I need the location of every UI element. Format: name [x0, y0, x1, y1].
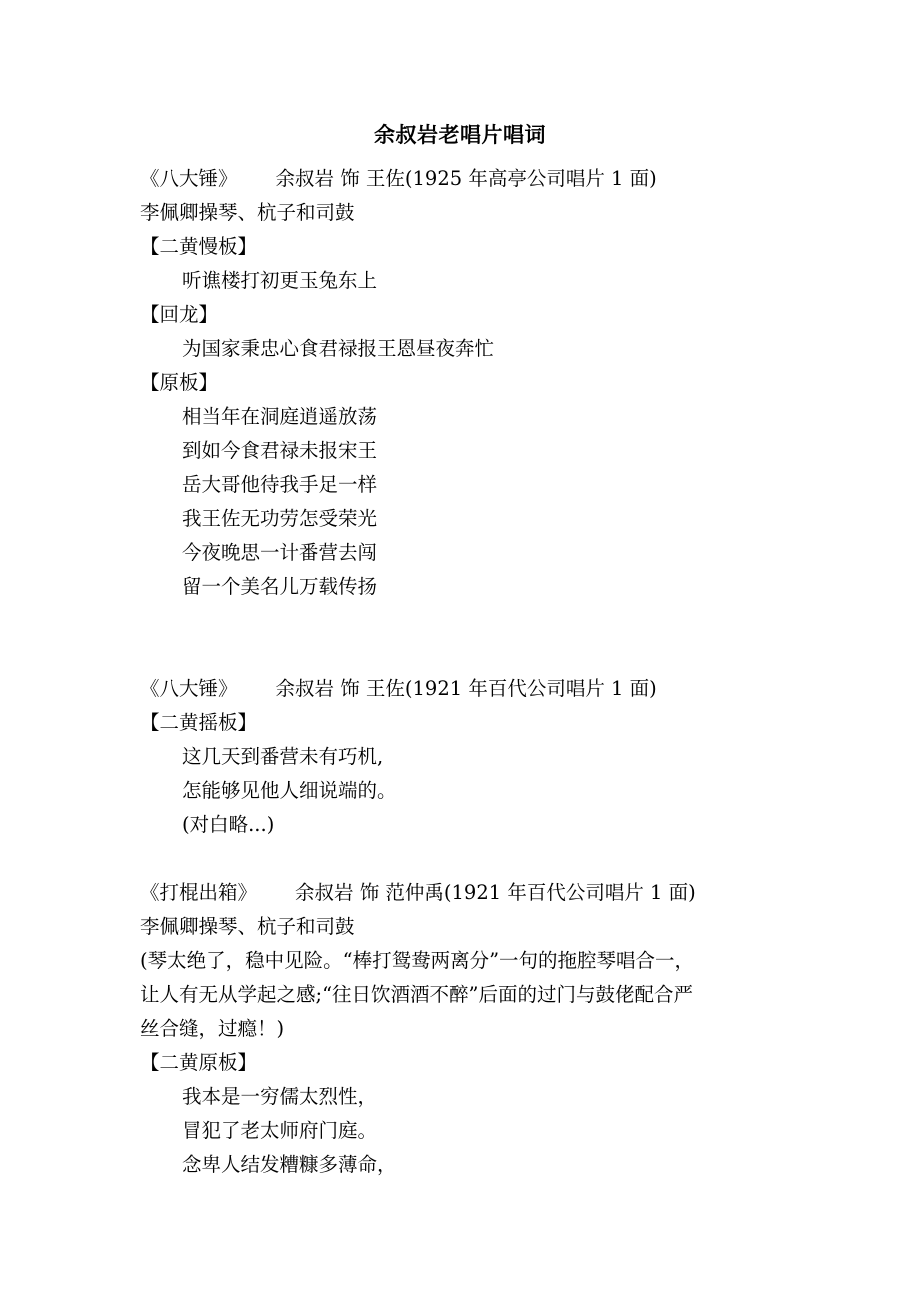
section-header [140, 876, 800, 910]
lyric-line: 这几天到番营未有巧机, [182, 745, 384, 768]
lyric-line: 念卑人结发糟糠多薄命， [182, 1153, 397, 1176]
tune-label: 【二黄原板】 [140, 1051, 258, 1074]
lyric-line: 今夜晚思一计番营去闯 [182, 541, 378, 564]
performer-credit: 余叔岩 饰 王佐(1921 年百代公司唱片 1 面) [275, 677, 657, 700]
document-body [140, 162, 800, 1182]
performer-credit: 余叔岩 饰 王佐(1925 年高亭公司唱片 1 面) [275, 167, 657, 190]
lyric-line: 冒犯了老太师府门庭。 [182, 1119, 378, 1142]
commentary-line: 让人有无从学起之感;“往日饮酒酒不醉”后面的过门与鼓佬配合严 [140, 983, 694, 1006]
lyric-line: 岳大哥他待我手足一样 [182, 473, 378, 496]
work-title: 《打棍出箱》 [140, 881, 258, 904]
lyric-line: 留一个美名儿万载传扬 [182, 575, 378, 598]
section-gap [140, 604, 800, 672]
tune-label: 【原板】 [140, 371, 219, 394]
personnel-line: 李佩卿操琴、杭子和司鼓 [140, 915, 355, 938]
tune-label: 【二黄慢板】 [140, 235, 258, 258]
lyric-line: 到如今食君禄未报宋王 [182, 439, 378, 462]
work-title: 《八大锤》 [140, 167, 238, 190]
work-title: 《八大锤》 [140, 677, 238, 700]
commentary-line: 丝合缝，过瘾！) [140, 1017, 285, 1040]
tune-label: 【二黄摇板】 [140, 711, 258, 734]
section-header [140, 672, 800, 706]
tune-label: 【回龙】 [140, 303, 219, 326]
commentary-line: (琴太绝了，稳中见险。“棒打鸳鸯两离分”一句的拖腔琴唱合一， [140, 949, 695, 972]
personnel-line: 李佩卿操琴、杭子和司鼓 [140, 201, 355, 224]
lyric-line: 我本是一穷儒太烈性， [182, 1085, 378, 1108]
lyric-line: (对白略...) [182, 813, 275, 836]
lyric-line: 为国家秉忠心食君禄报王恩昼夜奔忙 [182, 337, 495, 360]
section-header [140, 162, 800, 196]
document-title: 余叔岩老唱片唱词 [374, 122, 546, 147]
lyric-line: 我王佐无功劳怎受荣光 [182, 507, 378, 530]
section-gap [140, 842, 800, 876]
lyric-line: 怎能够见他人细说端的。 [182, 779, 397, 802]
performer-credit: 余叔岩 饰 范仲禹(1921 年百代公司唱片 1 面) [295, 881, 696, 904]
lyric-line: 听谯楼打初更玉兔东上 [182, 269, 378, 292]
lyric-line: 相当年在洞庭逍遥放荡 [182, 405, 378, 428]
